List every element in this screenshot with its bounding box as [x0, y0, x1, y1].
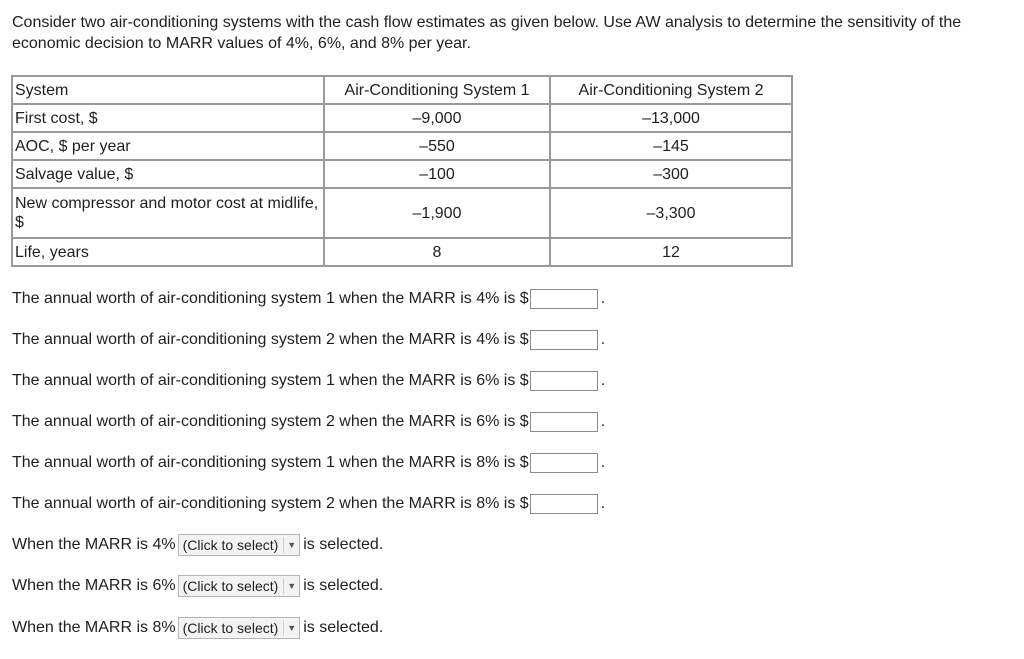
- period: .: [600, 495, 606, 512]
- header-system: System: [12, 76, 324, 104]
- selection-suffix: is selected.: [303, 577, 384, 594]
- question-text: The annual worth of air-conditioning system 2 when the MARR is 4% is $: [12, 331, 529, 348]
- header-system-1: Air-Conditioning System 1: [324, 76, 550, 104]
- cell-system-1: –1,900: [324, 188, 550, 238]
- question-text: The annual worth of air-conditioning system 2 when the MARR is 8% is $: [12, 495, 529, 512]
- cell-system-2: 12: [550, 238, 792, 266]
- system-select-8pct[interactable]: [178, 617, 301, 639]
- chevron-down-icon: ▼: [283, 620, 296, 636]
- cash-flow-table: [11, 75, 793, 267]
- answer-input-aw-sys1-6pct[interactable]: [530, 371, 598, 391]
- selection-suffix: is selected.: [303, 619, 384, 636]
- table-row: [12, 160, 792, 188]
- cell-system-1: –100: [324, 160, 550, 188]
- select-value: (Click to select): [182, 536, 279, 553]
- system-select-4pct[interactable]: [178, 534, 301, 556]
- question-text: The annual worth of air-conditioning system 2 when the MARR is 6% is $: [12, 413, 529, 430]
- cell-system-2: –13,000: [550, 104, 792, 132]
- question-aw-sys1-8pct: [12, 451, 605, 475]
- row-label: Life, years: [12, 238, 324, 266]
- answer-input-aw-sys2-4pct[interactable]: [530, 330, 598, 350]
- header-system-2: Air-Conditioning System 2: [550, 76, 792, 104]
- table-row: [12, 238, 792, 266]
- selection-6pct: [12, 574, 383, 598]
- cell-system-2: –300: [550, 160, 792, 188]
- selection-prefix: When the MARR is 6%: [12, 577, 176, 594]
- question-text: The annual worth of air-conditioning system 1 when the MARR is 4% is $: [12, 290, 529, 307]
- question-aw-sys2-4pct: [12, 328, 605, 352]
- question-aw-sys2-8pct: [12, 492, 605, 516]
- answer-input-aw-sys2-6pct[interactable]: [530, 412, 598, 432]
- answer-input-aw-sys1-4pct[interactable]: [530, 289, 598, 309]
- row-label: Salvage value, $: [12, 160, 324, 188]
- answer-input-aw-sys2-8pct[interactable]: [530, 494, 598, 514]
- row-label: AOC, $ per year: [12, 132, 324, 160]
- period: .: [600, 290, 606, 307]
- problem-statement: Consider two air-conditioning systems with the cash flow estimates as given below. Use AW analysis to determine the sensitivity of the economic decision to MARR values of 4%, 6%, and 8% per year.: [12, 14, 962, 52]
- cell-system-2: –3,300: [550, 188, 792, 238]
- question-text: The annual worth of air-conditioning system 1 when the MARR is 8% is $: [12, 454, 529, 471]
- chevron-down-icon: ▼: [283, 578, 296, 594]
- cell-system-1: –550: [324, 132, 550, 160]
- table-row: [12, 188, 792, 238]
- question-aw-sys2-6pct: [12, 410, 605, 434]
- table-row: [12, 104, 792, 132]
- select-value: (Click to select): [182, 577, 279, 594]
- period: .: [600, 372, 606, 389]
- period: .: [600, 331, 606, 348]
- selection-4pct: [12, 533, 383, 557]
- chevron-down-icon: ▼: [283, 537, 296, 553]
- answer-input-aw-sys1-8pct[interactable]: [530, 453, 598, 473]
- selection-prefix: When the MARR is 4%: [12, 536, 176, 553]
- table-header-row: [12, 76, 792, 104]
- selection-8pct: [12, 616, 383, 640]
- cell-system-1: 8: [324, 238, 550, 266]
- question-aw-sys1-4pct: [12, 287, 605, 311]
- row-label: New compressor and motor cost at midlife, $: [12, 188, 324, 238]
- question-text: The annual worth of air-conditioning system 1 when the MARR is 6% is $: [12, 372, 529, 389]
- cell-system-2: –145: [550, 132, 792, 160]
- system-select-6pct[interactable]: [178, 575, 301, 597]
- table-row: [12, 132, 792, 160]
- cell-system-1: –9,000: [324, 104, 550, 132]
- period: .: [600, 413, 606, 430]
- select-value: (Click to select): [182, 619, 279, 636]
- selection-suffix: is selected.: [303, 536, 384, 553]
- question-aw-sys1-6pct: [12, 369, 605, 393]
- period: .: [600, 454, 606, 471]
- row-label: First cost, $: [12, 104, 324, 132]
- selection-prefix: When the MARR is 8%: [12, 619, 176, 636]
